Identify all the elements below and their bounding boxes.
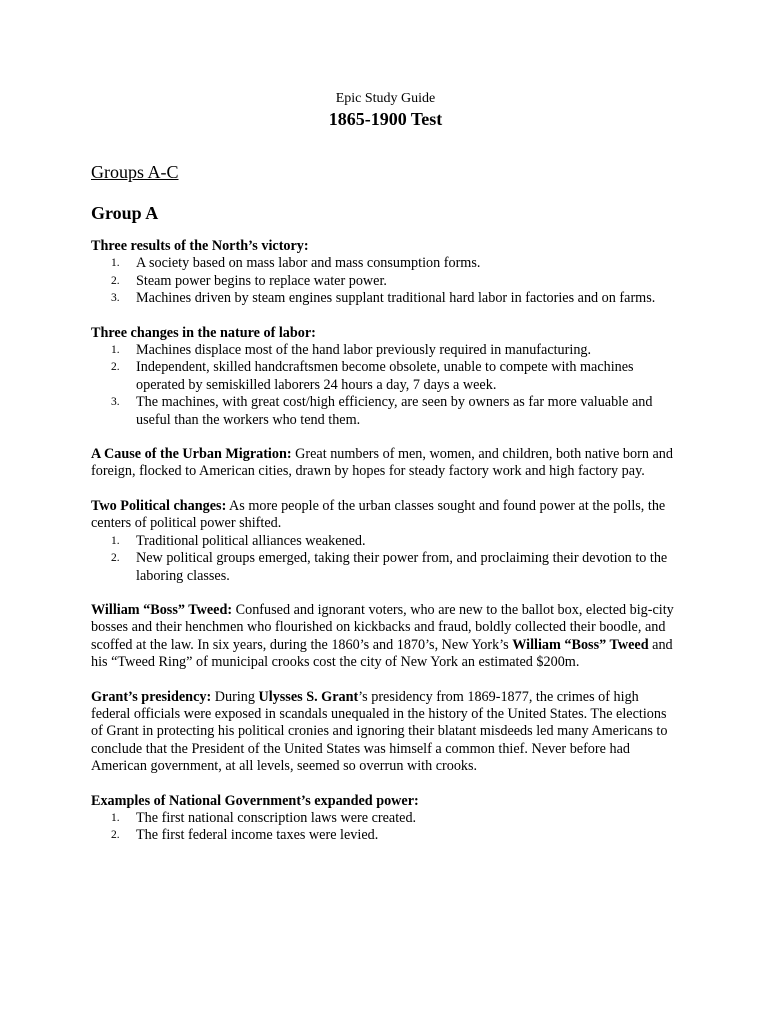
list-number: 3. bbox=[111, 292, 120, 305]
section-grant-presidency bbox=[91, 689, 681, 776]
document-subtitle: Epic Study Guide bbox=[335, 91, 436, 106]
list-item-text: Independent, skilled handcraftsmen become obsolete, unable to compete with machines operated by semiskilled laborers 24 hours a day, 7 days a week. bbox=[136, 359, 634, 393]
section-heading: Examples of National Government’s expanded power: bbox=[91, 792, 419, 809]
bold-term: William “Boss” Tweed bbox=[512, 636, 649, 653]
paragraph-text: and his “Tweed Ring” of municipal crooks cost the city of New York an estimated $200m. bbox=[91, 636, 673, 671]
numbered-list bbox=[91, 810, 681, 845]
paragraph-text: ’s presidency from 1869-1877, the crimes of high federal officials were exposed in scandals unequaled in the history of the United States. The elections of Grant in protecting his political cronies and ignoring their blatant misdeeds led many Americans to conclude that the President of the United States was himself a common thief. Never before had American government, at all levels, seemed so overrun with crooks. bbox=[91, 688, 668, 775]
list-item bbox=[91, 359, 681, 394]
list-item-text: Machines driven by steam engines supplant traditional hard labor in factories and on farms. bbox=[136, 290, 656, 307]
list-item bbox=[91, 342, 681, 359]
list-item-text: Machines displace most of the hand labor previously required in manufacturing. bbox=[136, 342, 592, 359]
groups-heading: Groups A-C bbox=[91, 162, 179, 182]
list-item-text: The first federal income taxes were levied. bbox=[136, 827, 379, 844]
paragraph-text: Great numbers of men, women, and children, both native born and foreign, flocked to American cities, drawn by hopes for steady factory work and high factory pay. bbox=[91, 446, 673, 480]
section-labor bbox=[91, 325, 681, 429]
list-item-text: Steam power begins to replace water power. bbox=[136, 272, 387, 289]
list-item-text: New political groups emerged, taking their power from, and proclaiming their devotion to the laboring classes. bbox=[136, 550, 668, 584]
numbered-list bbox=[91, 533, 681, 585]
list-number: 2. bbox=[111, 361, 120, 374]
list-number: 2. bbox=[111, 552, 120, 565]
list-number: 3. bbox=[111, 396, 120, 409]
section-heading: Three results of the North’s victory: bbox=[91, 238, 309, 254]
section-results bbox=[91, 238, 681, 308]
list-number: 2. bbox=[111, 829, 120, 842]
list-item-text: The first national conscription laws were created. bbox=[136, 809, 417, 826]
section-heading: Three changes in the nature of labor: bbox=[91, 324, 316, 341]
list-item bbox=[91, 810, 681, 827]
document-header bbox=[90, 90, 681, 130]
section-heading: A Cause of the Urban Migration: bbox=[91, 446, 292, 463]
list-item bbox=[91, 550, 681, 585]
paragraph-text: Confused and ignorant voters, who are new to the ballot box, elected big-city bosses and their henchmen who flourished on kickbacks and fraud, boldly collected their boodle, and scoffed at the law. In six years, during the 1860’s and 1870’s, New York’s bbox=[91, 601, 674, 653]
paragraph-text: During bbox=[211, 688, 259, 705]
list-item-text: A society based on mass labor and mass consumption forms. bbox=[136, 255, 481, 272]
bold-term: Ulysses S. Grant bbox=[258, 688, 359, 705]
list-item bbox=[91, 827, 681, 844]
list-number: 1. bbox=[111, 257, 120, 270]
list-item bbox=[91, 533, 681, 550]
list-number: 2. bbox=[111, 274, 120, 287]
numbered-list bbox=[91, 342, 681, 429]
list-number: 1. bbox=[111, 534, 120, 547]
section-urban-migration bbox=[91, 446, 681, 481]
list-item-text: The machines, with great cost/high efficiency, are seen by owners as far more valuable and useful than the workers who tend them. bbox=[136, 394, 653, 428]
paragraph bbox=[91, 498, 681, 533]
list-number: 1. bbox=[111, 344, 120, 357]
list-number: 1. bbox=[111, 811, 120, 824]
group-heading: Group A bbox=[91, 203, 159, 223]
section-heading: William “Boss” Tweed: bbox=[91, 601, 233, 618]
paragraph bbox=[91, 689, 681, 776]
list-item bbox=[91, 394, 681, 429]
paragraph-text: As more people of the urban classes sought and found power at the polls, the centers of political power shifted. bbox=[91, 497, 666, 532]
paragraph bbox=[91, 446, 681, 481]
section-boss-tweed bbox=[91, 602, 681, 672]
list-item bbox=[91, 255, 681, 272]
document-page bbox=[91, 90, 681, 845]
document-title: 1865-1900 Test bbox=[328, 109, 443, 129]
list-item bbox=[91, 290, 681, 307]
list-item-text: Traditional political alliances weakened. bbox=[136, 532, 366, 549]
section-heading: Two Political changes: bbox=[91, 497, 227, 514]
paragraph bbox=[91, 602, 681, 672]
section-heading: Grant’s presidency: bbox=[91, 688, 212, 705]
section-national-government bbox=[91, 793, 681, 845]
list-item bbox=[91, 273, 681, 290]
section-political-changes bbox=[91, 498, 681, 585]
numbered-list bbox=[91, 255, 681, 307]
